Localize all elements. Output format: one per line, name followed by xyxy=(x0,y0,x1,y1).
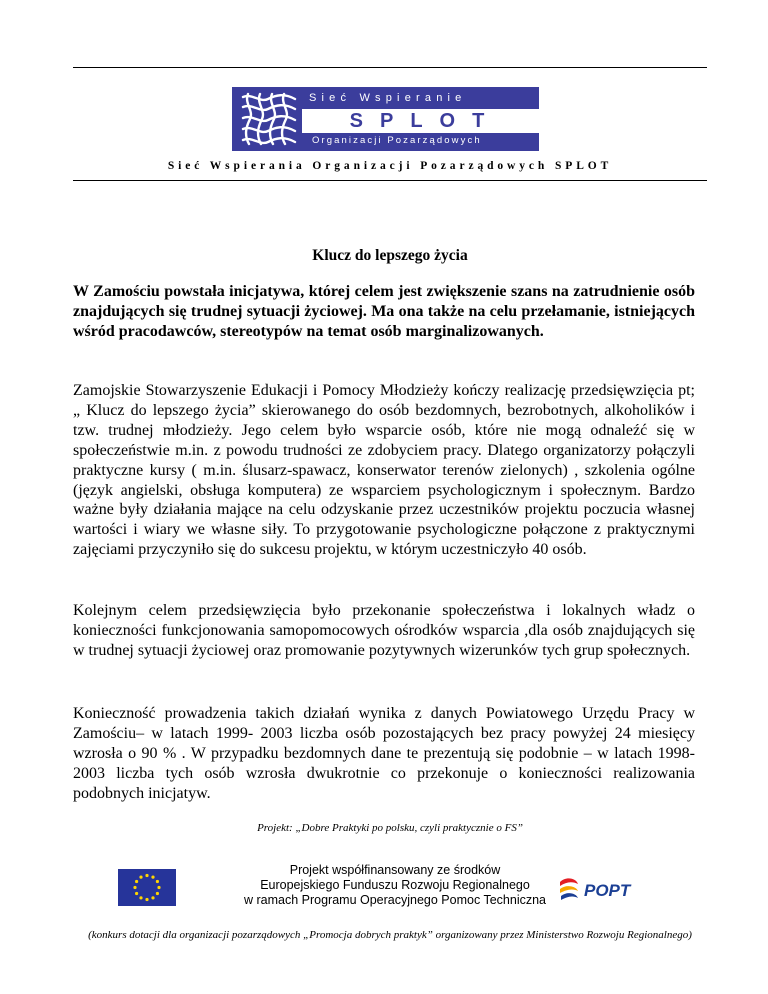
funding-line-2: Europejskiego Funduszu Rozwoju Regionalnego xyxy=(260,878,530,892)
top-divider xyxy=(73,67,707,68)
logo-text-top: Sieć Wspieranie xyxy=(309,92,467,104)
article-title: Klucz do lepszego życia xyxy=(312,247,468,264)
project-note: Projekt: „Dobre Praktyki po polsku, czyli praktycznie o FS” xyxy=(257,822,523,834)
competition-note: (konkurs dotacji dla organizacji pozarządowych „Promocja dobrych praktyk” organizowany przez Ministerstwo Rozwoju Regionalnego) xyxy=(88,929,692,941)
popt-logo-text: POPT xyxy=(584,881,631,900)
article-paragraph-2: Kolejnym celem przedsięwzięcia było przekonanie społeczeństwa i lokalnych władz o konieczności funkcjonowania samopomocowych ośrodków wsparcia ,dla osób znajdujących się w trudnej sytuacji życiowej oraz promowanie pozytywnych wizerunków tych grup społecznych. xyxy=(73,602,695,659)
network-name: Sieć Wspierania Organizacji Pozarządowych SPLOT xyxy=(167,160,613,172)
logo-text-splot: SPLOT xyxy=(349,110,502,132)
funding-line-3: w ramach Programu Operacyjnego Pomoc Techniczna xyxy=(244,893,546,907)
article-paragraph-1: Zamojskie Stowarzyszenie Edukacji i Pomocy Młodzieży kończy realizację przedsięwzięcia pt; „ Klucz do lepszego życia” skierowanego do osób bezdomnych, bezrobotnych, alkoholików i tzw. trudnej młodzieży. Jego celem było wsparcie osób, które nie mogą odnaleźć się w społeczeństwie m.in. z powodu trudności ze zdobyciem pracy. Dlatego organizatorzy połączyli praktyczne kursy ( m.in. ślusarz-spawacz, konserwator terenów zielonych) , szkolenia ogólne (język angielski, obsługa komputera) ze wsparciem psychologicznym i społecznym. Bardzo ważne były działania mające na celu odzyskanie przez uczestników projektu poczucia własnej wartości i wiary we własne siły. To przygotowanie psychologiczne połączone z praktycznymi zajęciami przyczyniło się do sukcesu projektu, w którym uczestniczyło 40 osób. xyxy=(73,382,695,559)
article-paragraph-3: Konieczność prowadzenia takich działań wynika z danych Powiatowego Urzędu Pracy w Zamościu– w latach 1999- 2003 liczba osób pozostających bez pracy powyżej 24 miesięcy wzrosła o 90 % . W przypadku bezdomnych dane te prezentują się podobnie – w latach 1998- 2003 liczba tych osób wzrosła dwukrotnie co przekonuje o konieczności realizowania podobnych inicjatyw. xyxy=(73,705,695,802)
logo-name-bar xyxy=(302,109,539,133)
popt-logo xyxy=(556,872,651,904)
logo-text-bottom: Organizacji Pozarządowych xyxy=(312,135,482,146)
funding-line-1: Projekt współfinansowany ze środków xyxy=(289,863,501,877)
splot-logo xyxy=(232,87,539,151)
funding-statement xyxy=(190,863,600,908)
header-divider xyxy=(73,180,707,181)
article-lead: W Zamościu powstała inicjatywa, której celem jest zwiększenie szans na zatrudnienie osób znajdujących się trudnej sytuacji życiowej. Ma ona także na celu przełamanie, istniejących wśród pracodawców, stereotypów na temat osób marginalizowanych. xyxy=(73,283,695,340)
eu-flag-icon xyxy=(118,869,176,906)
splot-weave-icon xyxy=(240,91,298,147)
